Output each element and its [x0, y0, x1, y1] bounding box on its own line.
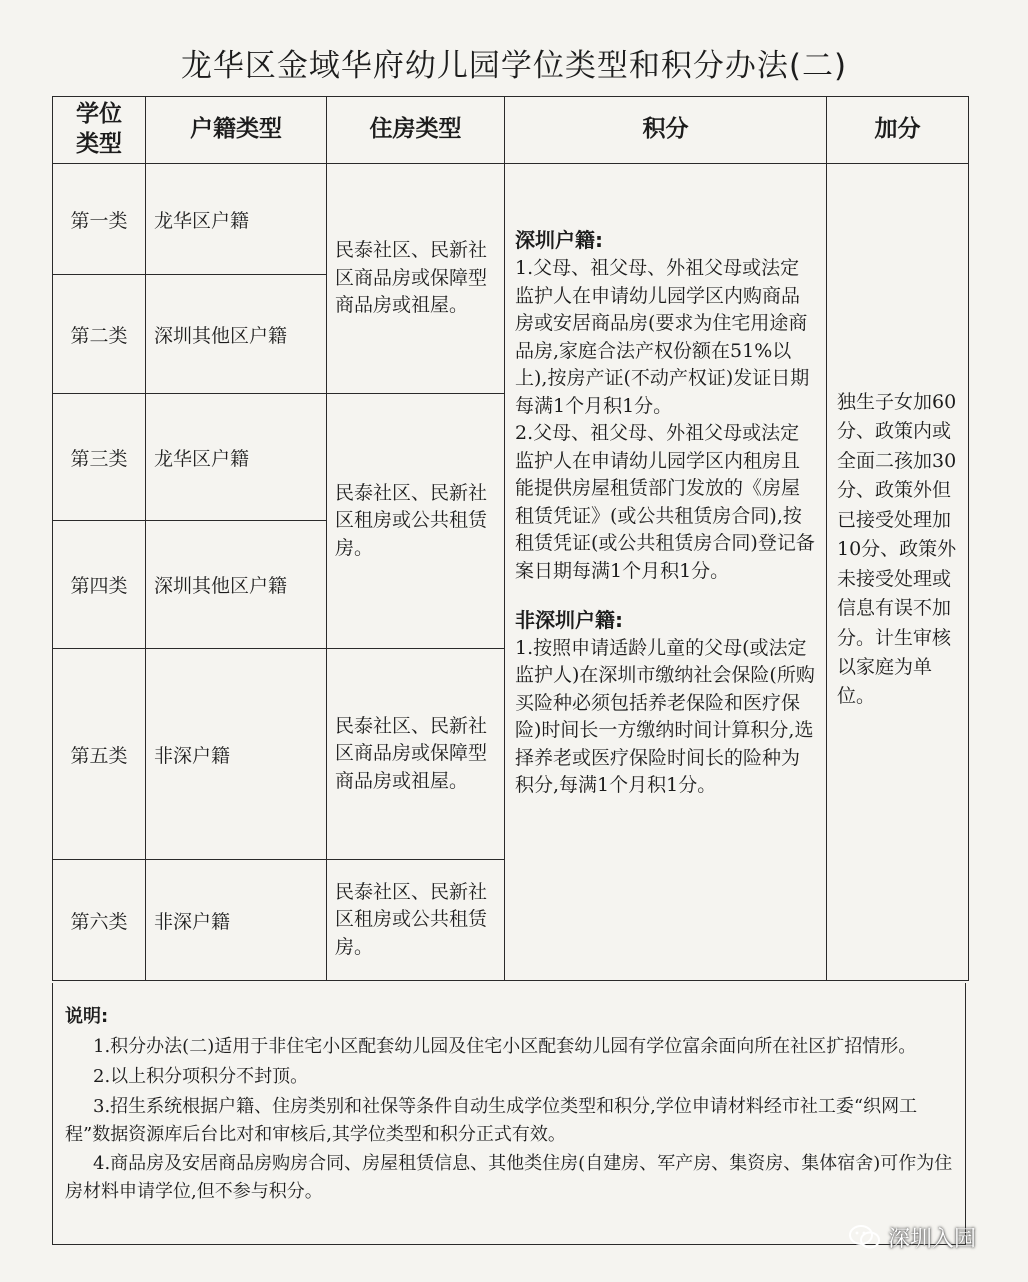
- header-hukou: 户籍类型: [146, 97, 327, 164]
- wechat-icon: [848, 1224, 882, 1250]
- notes-section: [52, 983, 966, 1245]
- bonus-cell: [827, 164, 969, 981]
- header-housing: 住房类型: [327, 97, 505, 164]
- category-cell: 第四类: [53, 521, 146, 649]
- watermark: [848, 1222, 976, 1252]
- hukou-cell: 非深户籍: [146, 649, 327, 860]
- housing-cell: 民泰社区、民新社区商品房或保障型商品房或祖屋。: [327, 649, 505, 860]
- score-rule: 1.父母、祖父母、外祖父母或法定监护人在申请幼儿园学区内购商品房或安居商品房(要求为住宅用途商品房,家庭合法产权份额在51%以上),按房产证(不动产权证)发证日期每满1个月积1分。: [515, 257, 810, 417]
- bonus-text: 独生子女加60分、政策内或全面二孩加30分、政策外但已接受处理加10分、政策外未接受处理或信息有误不加分。计生审核以家庭为单位。: [837, 391, 957, 708]
- header-bonus: 加分: [827, 97, 969, 164]
- score-section-title: 深圳户籍:: [515, 228, 603, 252]
- header-score: 积分: [505, 97, 827, 164]
- hukou-cell: 深圳其他区户籍: [146, 521, 327, 649]
- note-item: 2.以上积分项积分不封顶。: [93, 1065, 309, 1087]
- document-title: 龙华区金域华府幼儿园学位类型和积分办法(二): [180, 48, 848, 84]
- hukou-cell: 非深户籍: [146, 860, 327, 981]
- note-item: 3.招生系统根据户籍、住房类别和社保等条件自动生成学位类型和积分,学位申请材料经市社工委“织网工程”数据资源库后台比对和审核后,其学位类型和积分正式有效。: [65, 1095, 918, 1145]
- housing-cell: 民泰社区、民新社区商品房或保障型商品房或祖屋。: [327, 164, 505, 394]
- category-cell: 第三类: [53, 394, 146, 521]
- housing-cell: 民泰社区、民新社区租房或公共租赁房。: [327, 860, 505, 981]
- hukou-cell: 龙华区户籍: [146, 164, 327, 275]
- score-rule: 1.按照申请适龄儿童的父母(或法定监护人)在深圳市缴纳社会保险(所购买险种必须包括养老保险和医疗保险)时间长一方缴纳时间计算积分,选择养老或医疗保险时间长的险种为积分,每满1个月积1分。: [515, 636, 815, 797]
- hukou-cell: 深圳其他区户籍: [146, 275, 327, 394]
- score-cell: [505, 164, 827, 981]
- score-rule: 2.父母、祖父母、外祖父母或法定监护人在申请幼儿园学区内租房且能提供房屋租赁部门发放的《房屋租赁凭证》(或公共租赁房合同),按租赁凭证(或公共租赁房合同)登记备案日期每满1个月积1分。: [515, 422, 815, 583]
- category-cell: 第六类: [53, 860, 146, 981]
- table-header-row: [53, 97, 969, 164]
- table-row: [53, 164, 969, 275]
- score-section-title: 非深圳户籍:: [515, 607, 623, 632]
- category-cell: 第一类: [53, 164, 146, 275]
- category-cell: 第二类: [53, 275, 146, 394]
- watermark-text: 深圳入园: [888, 1226, 977, 1252]
- housing-cell: 民泰社区、民新社区租房或公共租赁房。: [327, 394, 505, 649]
- category-cell: 第五类: [53, 649, 146, 860]
- policy-table: [52, 96, 969, 981]
- notes-heading: 说明:: [65, 1006, 109, 1027]
- note-item: 4.商品房及安居商品房购房合同、房屋租赁信息、其他类住房(自建房、军产房、集资房、集体宿舍)可作为住房材料申请学位,但不参与积分。: [65, 1153, 953, 1203]
- header-category: 学位 类型: [53, 97, 146, 164]
- note-item: 1.积分办法(二)适用于非住宅小区配套幼儿园及住宅小区配套幼儿园有学位富余面向所在社区扩招情形。: [93, 1035, 917, 1057]
- hukou-cell: 龙华区户籍: [146, 394, 327, 521]
